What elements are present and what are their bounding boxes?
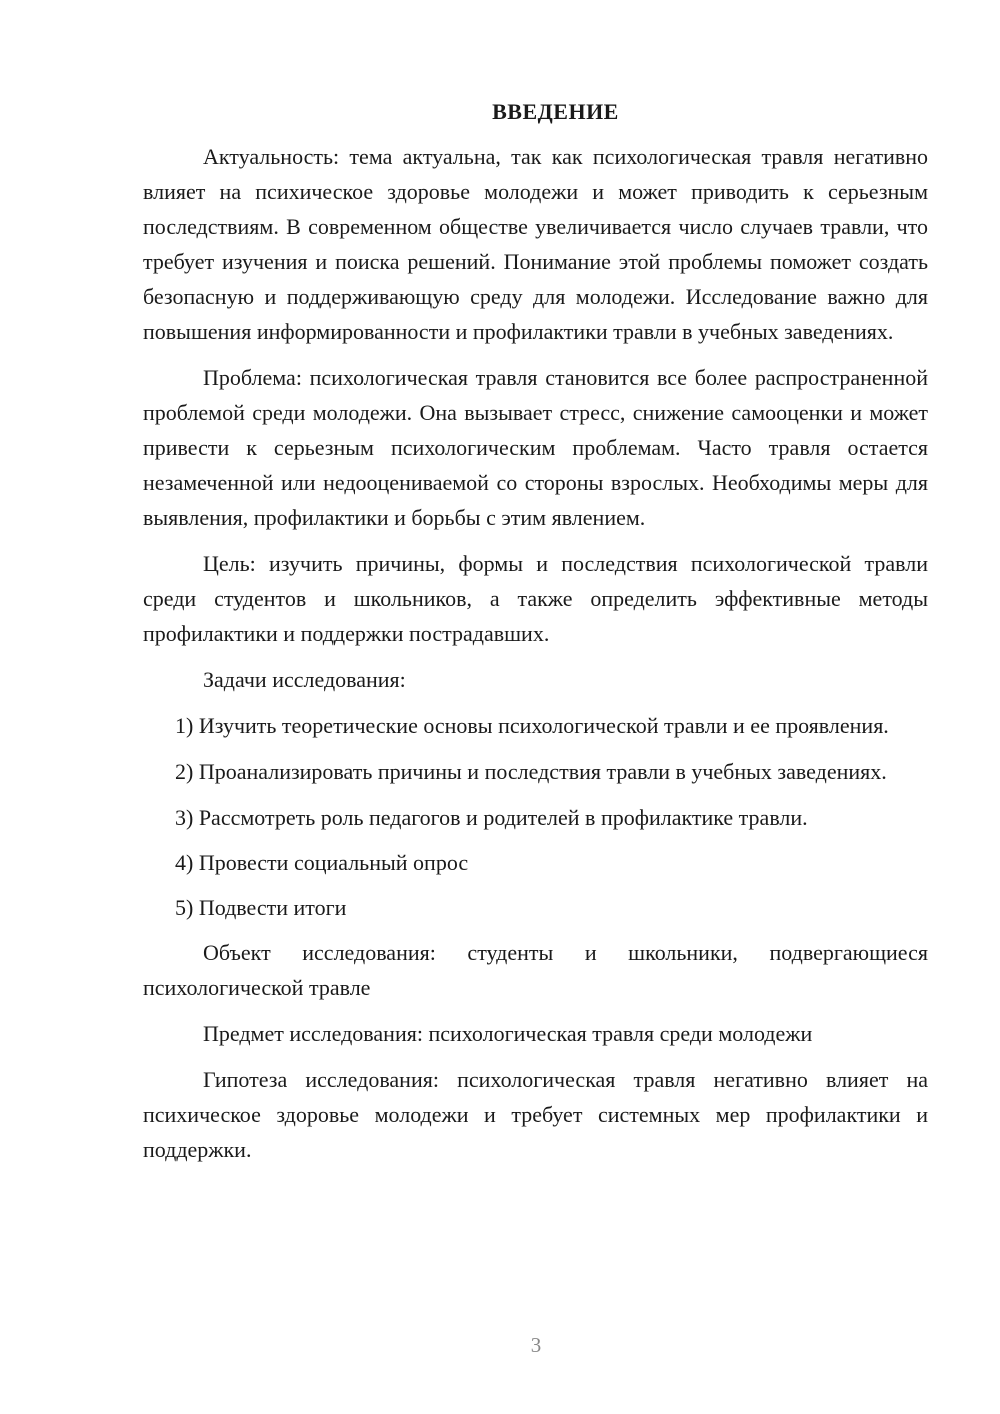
subject-paragraph: Предмет исследования: психологическая травля среди молодежи — [203, 1021, 813, 1046]
problem-paragraph: Проблема: психологическая травля становится все более распространенной проблемой среди молодежи. Она вызывает стресс, снижение самооценки и может привести к серьезным психологическим проблемам. Часто травля остается незамеченной или недооцениваемой со стороны взрослых. Необходимы меры для выявления, профилактики и борьбы с этим явлением. — [143, 365, 928, 530]
task-item-1: 1) Изучить теоретические основы психологической травли и ее проявления. — [175, 713, 889, 738]
relevance-paragraph: Актуальность: тема актуальна, так как психологическая травля негативно влияет на психическое здоровье молодежи и может приводить к серьезным последствиям. В современном обществе увеличивается число случаев травли, что требует изучения и поиска решений. Понимание этой проблемы поможет создать безопасную и поддерживающую среду для молодежи. Исследование важно для повышения информированности и профилактики травли в учебных заведениях. — [143, 144, 928, 344]
page-content — [143, 94, 928, 1178]
task-item-4: 4) Провести социальный опрос — [175, 850, 469, 875]
hypothesis-paragraph: Гипотеза исследования: психологическая травля негативно влияет на психическое здоровье молодежи и требует системных мер профилактики и поддержки. — [143, 1067, 928, 1162]
page-title: ВВЕДЕНИЕ — [492, 99, 619, 124]
tasks-heading: Задачи исследования: — [203, 667, 406, 692]
task-item-2: 2) Проанализировать причины и последствия травли в учебных заведениях. — [175, 759, 887, 784]
page-number: 3 — [530, 1333, 542, 1357]
task-item-3: 3) Рассмотреть роль педагогов и родителей в профилактике травли. — [175, 805, 808, 830]
task-item-5: 5) Подвести итоги — [175, 895, 347, 920]
goal-paragraph: Цель: изучить причины, формы и последствия психологической травли среди студентов и школьников, а также определить эффективные методы профилактики и поддержки пострадавших. — [143, 551, 928, 646]
object-paragraph: Объект исследования: студенты и школьники, подвергающиеся психологической травле — [143, 940, 928, 1000]
